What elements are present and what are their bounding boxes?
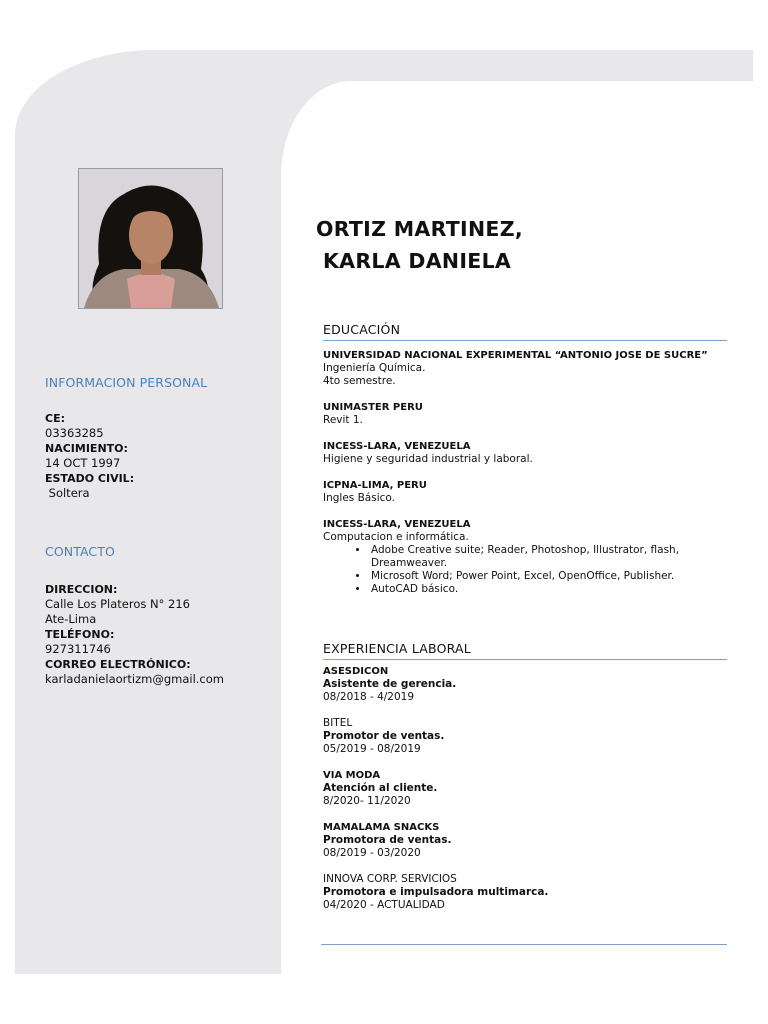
personal-info — [45, 411, 134, 501]
experience-dates: 08/2018 - 4/2019 — [323, 691, 415, 703]
phone-value: 927311746 — [45, 642, 111, 656]
contact-heading: CONTACTO — [45, 544, 115, 559]
education-entry — [323, 401, 733, 427]
experience-company: MAMALAMA SNACKS — [323, 822, 440, 833]
experience-heading: EXPERIENCIA LABORAL — [323, 641, 727, 660]
education-heading: EDUCACIÓN — [323, 322, 727, 341]
education-institution: INCESS-LARA, VENEZUELA — [323, 441, 471, 452]
ce-label: CE: — [45, 412, 65, 425]
experience-entry — [323, 769, 733, 808]
education-institution: INCESS-LARA, VENEZUELA — [323, 519, 471, 530]
experience-role: Promotor de ventas. — [323, 730, 445, 742]
name-line-2: KARLA DANIELA — [323, 249, 512, 273]
education-detail: Computacion e informática. — [323, 531, 469, 543]
portrait-image — [79, 169, 222, 308]
experience-entry — [323, 873, 733, 912]
experience-company: INNOVA CORP. SERVICIOS — [323, 873, 457, 885]
skill-item: • AutoCAD básico. — [369, 583, 733, 596]
experience-role: Promotora de ventas. — [323, 834, 452, 846]
education-detail: Ingeniería Química. — [323, 362, 426, 374]
experience-entry — [323, 717, 733, 756]
experience-company: ASESDICON — [323, 666, 389, 677]
civil-status-value: Soltera — [45, 486, 90, 500]
education-entry — [323, 440, 733, 466]
education-institution: UNIVERSIDAD NACIONAL EXPERIMENTAL “ANTONIO JOSE DE SUCRE” — [323, 350, 708, 361]
experience-dates: 08/2019 - 03/2020 — [323, 847, 421, 859]
bottom-divider — [321, 944, 727, 945]
experience-role: Asistente de gerencia. — [323, 678, 457, 690]
skills-list — [323, 544, 733, 596]
education-detail: Ingles Básico. — [323, 492, 395, 504]
education-institution: ICPNA-LIMA, PERU — [323, 480, 427, 491]
education-entry — [323, 349, 733, 388]
full-name — [316, 213, 523, 277]
experience-role: Promotora e impulsadora multimarca. — [323, 886, 549, 898]
name-line-1: ORTIZ MARTINEZ, — [316, 217, 523, 241]
skill-item: • Microsoft Word; Power Point, Excel, OpenOffice, Publisher. — [369, 570, 733, 583]
phone-label: TELÉFONO: — [45, 628, 115, 641]
education-detail: Revit 1. — [323, 414, 363, 426]
address-label: DIRECCION: — [45, 583, 118, 596]
education-detail: Higiene y seguridad industrial y laboral. — [323, 453, 533, 465]
education-detail: 4to semestre. — [323, 375, 396, 387]
profile-photo — [78, 168, 223, 309]
skill-item: • Adobe Creative suite; Reader, Photoshop, Illustrator, flash, Dreamweaver. — [369, 544, 733, 570]
address-line-1: Calle Los Plateros N° 216 — [45, 597, 190, 611]
education-institution: UNIMASTER PERU — [323, 402, 423, 413]
experience-company: BITEL — [323, 717, 353, 729]
experience-dates: 05/2019 - 08/2019 — [323, 743, 421, 755]
personal-info-heading: INFORMACION PERSONAL — [45, 375, 208, 390]
experience-dates: 8/2020- 11/2020 — [323, 795, 411, 807]
experience-entry — [323, 821, 733, 860]
birth-label: NACIMIENTO: — [45, 442, 128, 455]
education-entry — [323, 518, 733, 596]
experience-entry — [323, 665, 733, 704]
education-list — [323, 349, 733, 609]
address-line-2: Ate-Lima — [45, 612, 97, 626]
experience-role: Atención al cliente. — [323, 782, 438, 794]
contact-info — [45, 582, 224, 687]
education-entry — [323, 479, 733, 505]
email-label: CORREO ELECTRÓNICO: — [45, 658, 191, 671]
experience-list — [323, 665, 733, 925]
experience-dates: 04/2020 - ACTUALIDAD — [323, 899, 445, 911]
civil-status-label: ESTADO CIVIL: — [45, 472, 135, 485]
birth-value: 14 OCT 1997 — [45, 456, 121, 470]
email-value[interactable]: karladanielaortizm@gmail.com — [45, 672, 224, 686]
ce-value: 03363285 — [45, 426, 104, 440]
experience-company: VIA MODA — [323, 770, 381, 781]
